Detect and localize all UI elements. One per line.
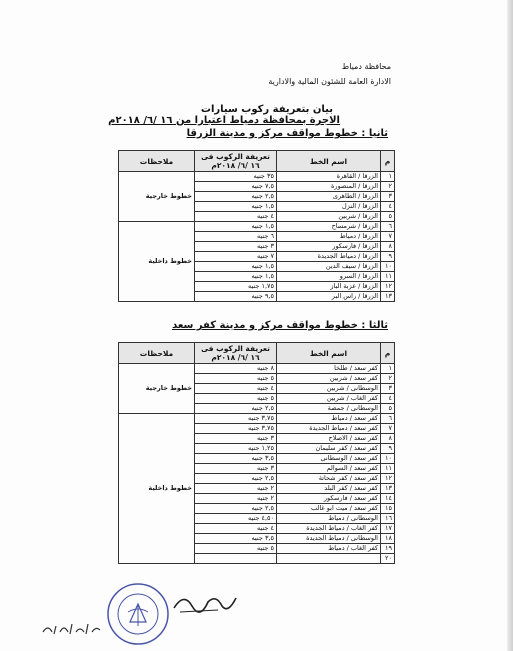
fare-value: ١,٥ جنيه bbox=[195, 202, 277, 212]
fare-value: ٥ جنيه bbox=[195, 394, 277, 404]
line-name: كفر سعد / شربين bbox=[277, 374, 381, 384]
row-number: ١٣ bbox=[381, 292, 395, 302]
row-number: ٢ bbox=[381, 182, 395, 192]
fare-value: ٣,٧٥ جنيه bbox=[195, 424, 277, 434]
row-number: ٨ bbox=[381, 242, 395, 252]
line-name: الوسطانى / شربين bbox=[277, 384, 381, 394]
fare-value: ٥ جنيه bbox=[195, 374, 277, 384]
row-number: ١٣ bbox=[381, 484, 395, 494]
scan-edge bbox=[507, 0, 513, 651]
fare-value: ٧ جنيه bbox=[195, 252, 277, 262]
line-name: الزرقا / سيف الدين bbox=[277, 262, 381, 272]
fare-value: ٢ جنيه bbox=[195, 484, 277, 494]
fare-value: ٤ جنيه bbox=[195, 524, 277, 534]
fare-value: ١,٥ جنيه bbox=[195, 262, 277, 272]
document-title: بيان بتعريفة ركوب سيارات bbox=[200, 104, 333, 115]
section1-header-row bbox=[119, 151, 395, 172]
line-name: الزرقا / شربين bbox=[277, 212, 381, 222]
section2-title: ثالثا : خطوط مواقف مركز و مدينة كفر سعد bbox=[172, 320, 388, 331]
fare-value: ٢,٥ جنيه bbox=[195, 192, 277, 202]
line-name: كفر سعد / كفر البلد bbox=[277, 484, 381, 494]
fare-value: ٢ جنيه bbox=[195, 494, 277, 504]
line-name: الزرقا / القاهرة bbox=[277, 172, 381, 182]
col-num: م bbox=[381, 343, 395, 364]
fare-value: ٣,٥ جنيه bbox=[195, 534, 277, 544]
row-number: ٩ bbox=[381, 444, 395, 454]
fare-value: ١,٢٥ جنيه bbox=[195, 444, 277, 454]
line-name: كفر سعد / كفر شحاتة bbox=[277, 474, 381, 484]
line-name: كفر الغاب / شربين bbox=[277, 394, 381, 404]
row-number: ٤ bbox=[381, 394, 395, 404]
line-name: الزرقا / السرو bbox=[277, 272, 381, 282]
fare-value: ٨ جنيه bbox=[195, 364, 277, 374]
fare-value bbox=[195, 554, 277, 564]
row-number: ٧ bbox=[381, 232, 395, 242]
row-number: ١٠ bbox=[381, 262, 395, 272]
header-department: الادارة العامة للشئون المالية والادارية bbox=[268, 77, 391, 86]
row-number: ٣ bbox=[381, 384, 395, 394]
row-number: ١٧ bbox=[381, 524, 395, 534]
line-name: كفر سعد / الوسطانى bbox=[277, 454, 381, 464]
line-name: الزرقا / دمياط الجديدة bbox=[277, 252, 381, 262]
row-number: ١١ bbox=[381, 272, 395, 282]
fare-value: ٢,٥ جنيه bbox=[195, 504, 277, 514]
section2-body bbox=[119, 364, 395, 564]
fare-value: ٢,٥ جنيه bbox=[195, 474, 277, 484]
line-name: كفر سعد / فارسكور bbox=[277, 494, 381, 504]
section1-body bbox=[119, 172, 395, 302]
official-stamp bbox=[106, 582, 170, 646]
line-name: كفر سعد / السوالم bbox=[277, 464, 381, 474]
group-external: خطوط خارجية bbox=[119, 364, 195, 414]
section2-header-row bbox=[119, 343, 395, 364]
col-line: اسم الخط bbox=[277, 151, 381, 172]
line-name: الزرقا / دمياط bbox=[277, 232, 381, 242]
row-number: ٣ bbox=[381, 192, 395, 202]
section2-table bbox=[118, 342, 395, 564]
fare-value: ٣٥ جنيه bbox=[195, 172, 277, 182]
row-number: ٦ bbox=[381, 414, 395, 424]
fare-value: ٣ جنيه bbox=[195, 242, 277, 252]
line-name: كفر سعد / دمياط bbox=[277, 414, 381, 424]
col-fare: تعريفة الركوب فى ١٦ /٦/ ٢٠١٨م bbox=[195, 151, 277, 172]
col-num: م bbox=[381, 151, 395, 172]
line-name: كفر سعد / الاصلاح bbox=[277, 434, 381, 444]
fare-value: ١,٥ جنيه bbox=[195, 272, 277, 282]
fare-value: ٤ جنيه bbox=[195, 212, 277, 222]
line-name: الوسطانى / دمياط bbox=[277, 514, 381, 524]
line-name: كفر سعد / كفر سليمان bbox=[277, 444, 381, 454]
fare-value: ١,٥ جنيه bbox=[195, 222, 277, 232]
fare-value: ٧,٥ جنيه bbox=[195, 182, 277, 192]
line-name: كفر سعد / دمياط الجديدة bbox=[277, 424, 381, 434]
line-name: الزرقا / شرمساح bbox=[277, 222, 381, 232]
fare-value: ٩,٥ جنيه bbox=[195, 292, 277, 302]
fare-value: ٤ جنيه bbox=[195, 384, 277, 394]
line-name bbox=[277, 554, 381, 564]
col-line: اسم الخط bbox=[277, 343, 381, 364]
row-number: ١٨ bbox=[381, 534, 395, 544]
col-notes: ملاحظات bbox=[119, 151, 195, 172]
fare-value: ٣,٥ جنيه bbox=[195, 454, 277, 464]
line-name: كفر سعد / ميت ابو غالب bbox=[277, 504, 381, 514]
fare-value: ٣ جنيه bbox=[195, 464, 277, 474]
row-number: ٦ bbox=[381, 222, 395, 232]
table-row bbox=[119, 364, 395, 374]
section1-table bbox=[118, 150, 395, 302]
line-name: الزرقا / عزبة الباز bbox=[277, 282, 381, 292]
line-name: الزرقا / النزل bbox=[277, 202, 381, 212]
row-number: ١٤ bbox=[381, 494, 395, 504]
row-number: ٢٠ bbox=[381, 554, 395, 564]
col-notes: ملاحظات bbox=[119, 343, 195, 364]
fare-value: ١,٧٥ جنيه bbox=[195, 282, 277, 292]
row-number: ١٠ bbox=[381, 454, 395, 464]
col-fare: تعريفة الركوب فى ١٦ /٦/ ٢٠١٨م bbox=[195, 343, 277, 364]
row-number: ١٢ bbox=[381, 474, 395, 484]
fare-value: ٣,٧٥ جنيه bbox=[195, 414, 277, 424]
line-name: الزرقا / فارسكور bbox=[277, 242, 381, 252]
row-number: ٧ bbox=[381, 424, 395, 434]
group-internal: خطوط داخلية bbox=[119, 222, 195, 302]
group-internal: خطوط داخلية bbox=[119, 414, 195, 564]
line-name: الزرقا / المنصورة bbox=[277, 182, 381, 192]
document-subtitle: الاجرة بمحافظة دمياط اعتبارا من ١٦ /٦/ ٢٠١٨م bbox=[108, 115, 340, 126]
row-number: ١ bbox=[381, 172, 395, 182]
section1-title: ثانيا : خطوط مواقف مركز و مدينة الزرقا bbox=[186, 128, 388, 139]
fare-value: ٥ جنيه bbox=[195, 544, 277, 554]
row-number: ٥ bbox=[381, 404, 395, 414]
fare-value: ٣ جنيه bbox=[195, 434, 277, 444]
row-number: ٨ bbox=[381, 434, 395, 444]
fare-value: ٦ جنيه bbox=[195, 232, 277, 242]
row-number: ١١ bbox=[381, 464, 395, 474]
row-number: ٤ bbox=[381, 202, 395, 212]
line-name: الزرقا / راس البر bbox=[277, 292, 381, 302]
header-governorate: محافظة دمياط bbox=[341, 62, 391, 71]
line-name: الوسطانى / جمصة bbox=[277, 404, 381, 414]
row-number: ١٢ bbox=[381, 282, 395, 292]
line-name: كفر الغاب / دمياط الجديدة bbox=[277, 524, 381, 534]
line-name: كفر الغاب / دمياط bbox=[277, 544, 381, 554]
fare-value: ٢,٥ جنيه bbox=[195, 404, 277, 414]
row-number: ١٩ bbox=[381, 544, 395, 554]
group-external: خطوط خارجية bbox=[119, 172, 195, 222]
line-name: الزرقا / الطاهرى bbox=[277, 192, 381, 202]
row-number: ١ bbox=[381, 364, 395, 374]
fare-value: ٤,٥٠ جنيه bbox=[195, 514, 277, 524]
row-number: ١٥ bbox=[381, 504, 395, 514]
line-name: الوسطانى / دمياط الجديدة bbox=[277, 534, 381, 544]
table-row bbox=[119, 414, 395, 424]
row-number: ١٦ bbox=[381, 514, 395, 524]
row-number: ٢ bbox=[381, 374, 395, 384]
line-name: كفر سعد / طلخا bbox=[277, 364, 381, 374]
row-number: ٥ bbox=[381, 212, 395, 222]
table-row bbox=[119, 222, 395, 232]
row-number: ٩ bbox=[381, 252, 395, 262]
table-row bbox=[119, 172, 395, 182]
signature bbox=[170, 588, 240, 618]
handwritten-date bbox=[40, 620, 102, 638]
